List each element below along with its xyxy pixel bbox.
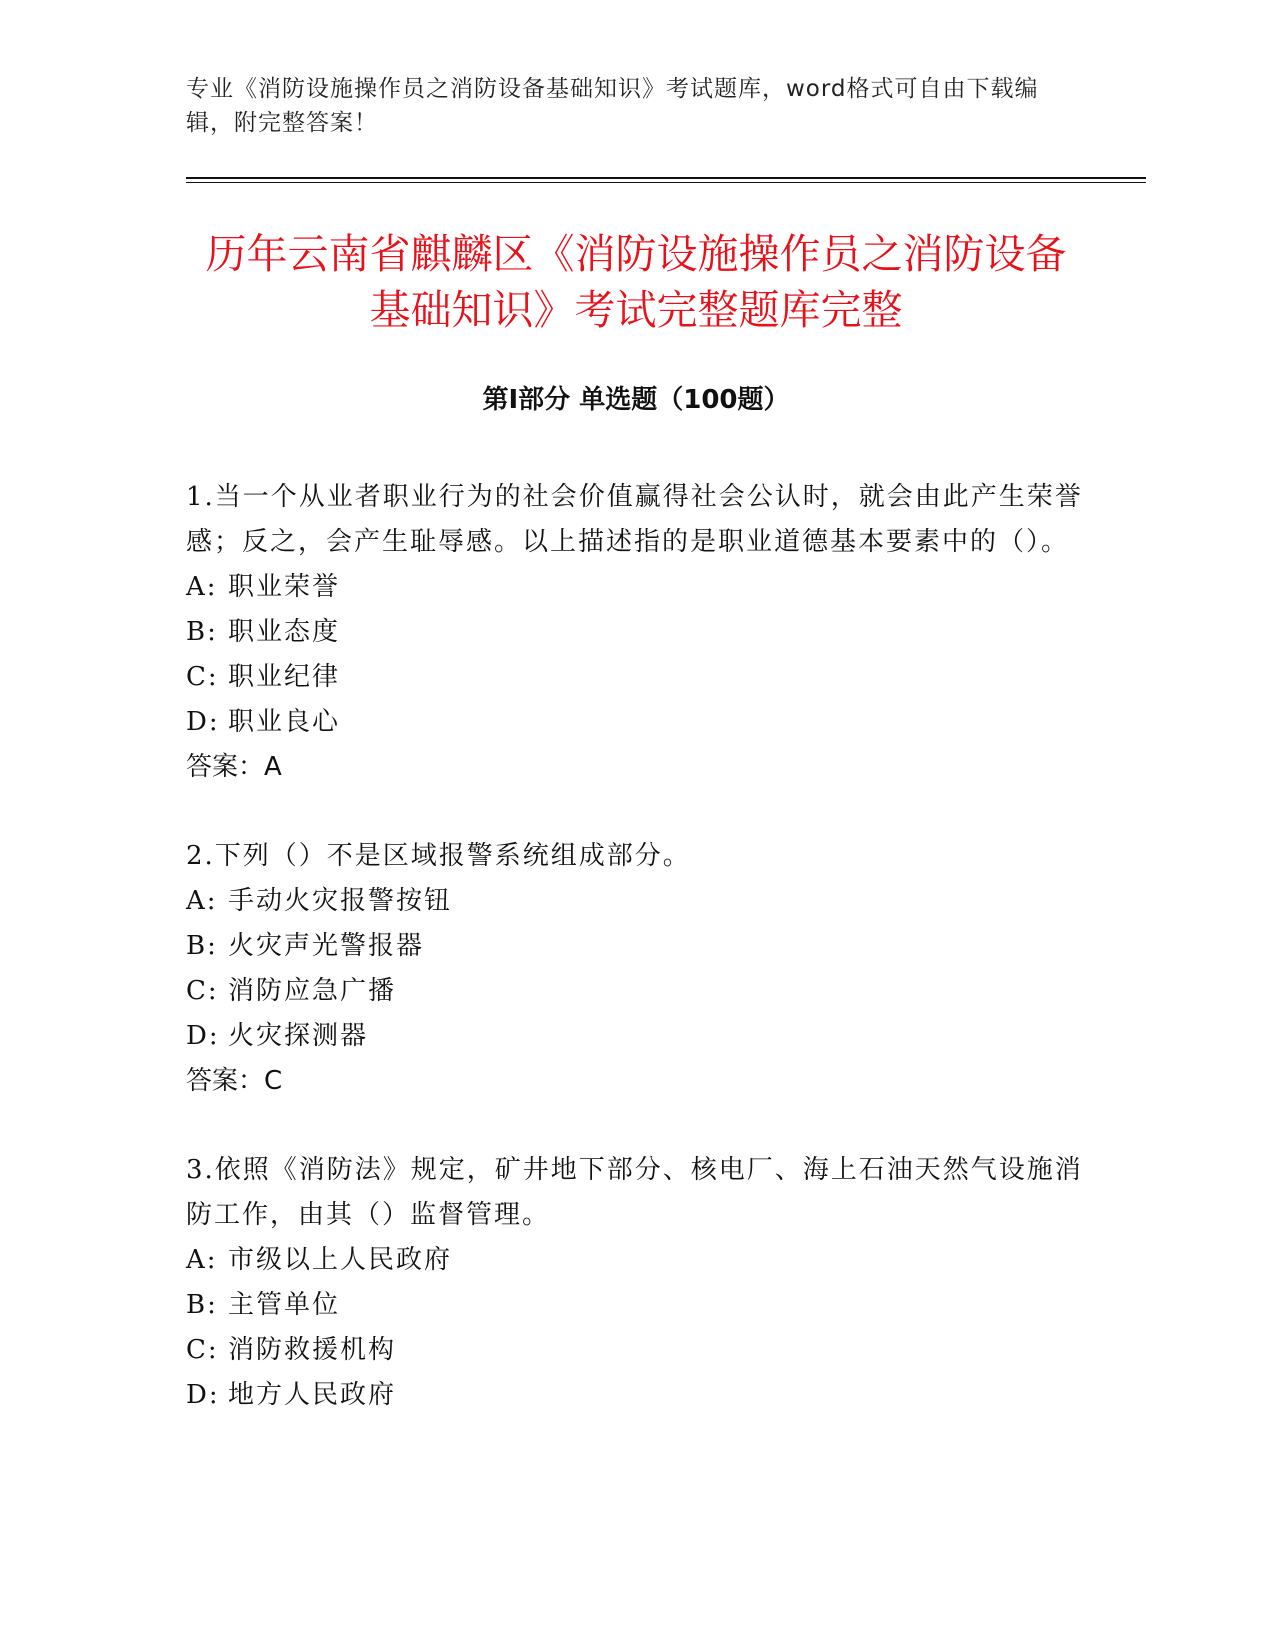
- header-rule-thick: [186, 177, 1146, 179]
- option-text: 消防应急广播: [228, 976, 397, 1006]
- option-letter: B:: [186, 617, 218, 647]
- option-letter: B:: [186, 1290, 218, 1320]
- option-text: 消防救援机构: [228, 1335, 397, 1365]
- header-note: 专业《消防设施操作员之消防设备基础知识》考试题库，word格式可自由下载编辑，附完整答案！: [186, 76, 1039, 136]
- option-d: [186, 700, 1086, 745]
- option-a: [186, 879, 1086, 924]
- header-rule-thin: [186, 182, 1146, 183]
- question-stem: 2.下列（）不是区域报警系统组成部分。: [186, 841, 691, 871]
- answer: 答案：C: [186, 1066, 283, 1096]
- option-letter: A:: [186, 1245, 218, 1275]
- option-text: 职业荣誉: [228, 572, 341, 602]
- option-text: 火灾声光警报器: [228, 931, 425, 961]
- option-letter: D:: [186, 1380, 220, 1410]
- option-letter: B:: [186, 931, 218, 961]
- option-letter: A:: [186, 572, 218, 602]
- option-b: [186, 610, 1086, 655]
- option-c: [186, 655, 1086, 700]
- question-list: [186, 475, 1086, 1462]
- option-text: 地方人民政府: [228, 1380, 397, 1410]
- option-letter: C:: [186, 662, 219, 692]
- question-stem: 3.依照《消防法》规定，矿井地下部分、核电厂、海上石油天然气设施消防工作，由其（）监督管理。: [186, 1155, 1083, 1230]
- option-text: 火灾探测器: [228, 1021, 369, 1051]
- option-text: 主管单位: [228, 1290, 341, 1320]
- option-letter: A:: [186, 886, 218, 916]
- option-letter: C:: [186, 976, 219, 1006]
- option-d: [186, 1373, 1086, 1418]
- option-letter: D:: [186, 1021, 220, 1051]
- question-stem: 1.当一个从业者职业行为的社会价值赢得社会公认时，就会由此产生荣誉感；反之，会产生耻辱感。以上描述指的是职业道德基本要素中的（）。: [186, 482, 1083, 557]
- option-c: [186, 1328, 1086, 1373]
- option-text: 职业态度: [228, 617, 341, 647]
- document-title: 历年云南省麒麟区《消防设施操作员之消防设备基础知识》考试完整题库完整: [205, 230, 1067, 334]
- question-3: [186, 1148, 1086, 1418]
- option-d: [186, 1014, 1086, 1059]
- option-a: [186, 1238, 1086, 1283]
- option-text: 职业纪律: [228, 662, 341, 692]
- option-c: [186, 969, 1086, 1014]
- option-text: 手动火灾报警按钮: [228, 886, 453, 916]
- section-title: 第Ⅰ部分 单选题（100题）: [482, 385, 790, 415]
- option-letter: C:: [186, 1335, 219, 1365]
- question-1: [186, 475, 1086, 790]
- answer: 答案：A: [186, 752, 282, 782]
- option-b: [186, 924, 1086, 969]
- option-b: [186, 1283, 1086, 1328]
- option-a: [186, 565, 1086, 610]
- option-letter: D:: [186, 707, 220, 737]
- question-2: [186, 834, 1086, 1104]
- option-text: 职业良心: [228, 707, 341, 737]
- option-text: 市级以上人民政府: [228, 1245, 453, 1275]
